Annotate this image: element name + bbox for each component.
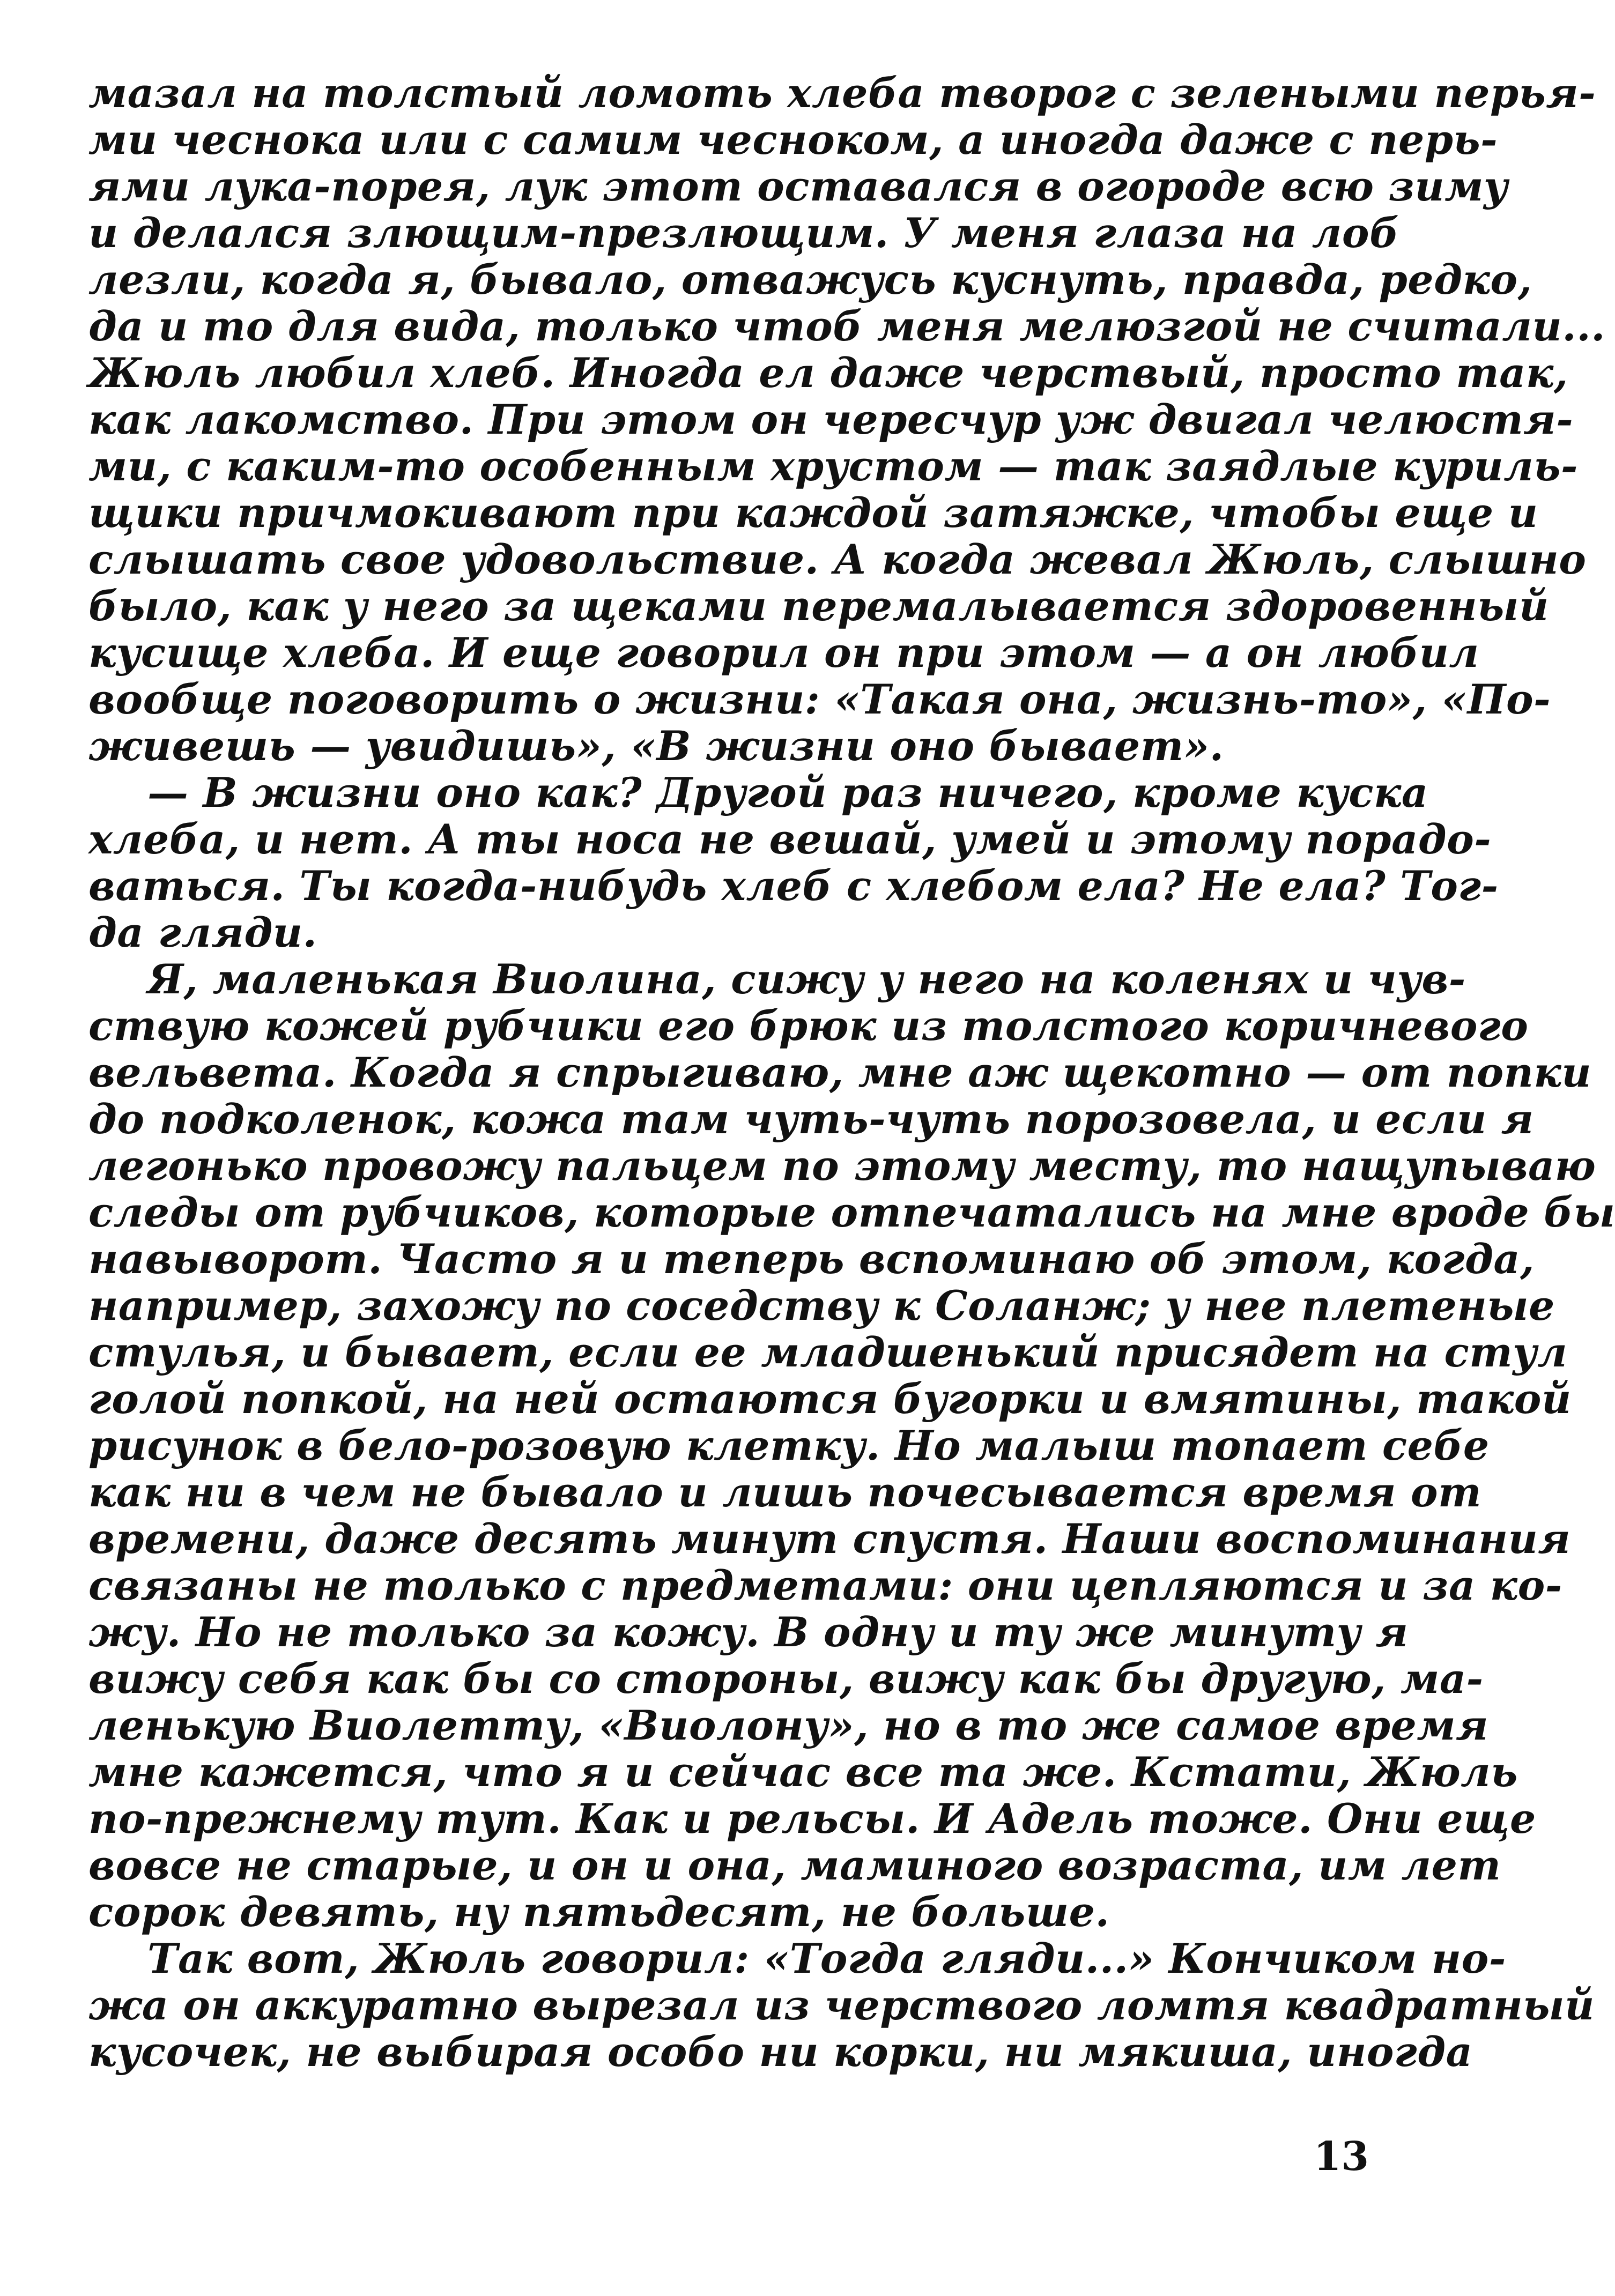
text-line: слышать свое удовольствие. А когда жевал Жюль, слышно	[88, 536, 1587, 583]
text-line: ями лука-порея, лук этот оставался в огороде всю зиму	[88, 162, 1508, 210]
text-line: хлеба, и нет. А ты носа не вешай, умей и этому порадо-	[88, 815, 1492, 863]
text-line: голой попкой, на ней остаются бугорки и вмятины, такой	[88, 1375, 1572, 1423]
text-line: вовсе не старые, и он и она, маминого возраста, им лет	[88, 1841, 1501, 1889]
text-line: как лакомство. При этом он чересчур уж двигал челюстя-	[88, 396, 1574, 443]
text-line: ствую кожей рубчики его брюк из толстого коричневого	[88, 1002, 1529, 1050]
text-line: да гляди.	[88, 909, 317, 956]
text-line: ми, с каким-то особенным хрустом — так заядлые куриль-	[88, 442, 1579, 490]
text-line: вельвета. Когда я спрыгиваю, мне аж щекотно — от попки	[88, 1049, 1592, 1096]
text-line: как ни в чем не бывало и лишь почесывается время от	[88, 1468, 1482, 1516]
text-line: было, как у него за щеками перемалывается здоровенный	[88, 582, 1549, 630]
text-line: — В жизни оно как? Другой раз ничего, кроме куска	[147, 769, 1428, 816]
text-line: ленькую Виолетту, «Виолону», но в то же самое время	[88, 1701, 1489, 1749]
text-line: ваться. Ты когда-нибудь хлеб с хлебом ела? Не ела? Тог-	[88, 862, 1499, 910]
text-line: вижу себя как бы со стороны, вижу как бы другую, ма-	[88, 1655, 1484, 1703]
text-line: Я, маленькая Виолина, сижу у него на коленях и чув-	[147, 955, 1466, 1003]
book-page	[88, 69, 1615, 2268]
text-line: Так вот, Жюль говорил: «Тогда гляди...» Кончиком но-	[147, 1935, 1506, 1982]
text-line: времени, даже десять минут спустя. Наши воспоминания	[88, 1515, 1571, 1563]
text-line: Жюль любил хлеб. Иногда ел даже черствый, просто так,	[88, 349, 1568, 397]
text-line: легонько провожу пальцем по этому месту, то нащупываю	[88, 1142, 1596, 1190]
text-line: щики причмокивают при каждой затяжке, чтобы еще и	[88, 489, 1538, 537]
text-line: до подколенок, кожа там чуть-чуть порозовела, и если я	[88, 1095, 1534, 1143]
text-line: кусище хлеба. И еще говорил он при этом — а он любил	[88, 629, 1479, 677]
text-line: вообще поговорить о жизни: «Такая она, жизнь-то», «По-	[88, 675, 1551, 723]
text-line: мазал на толстый ломоть хлеба творог с зелеными перья-	[88, 69, 1596, 117]
text-line: мне кажется, что я и сейчас все та же. Кстати, Жюль	[88, 1748, 1518, 1796]
text-line: стулья, и бывает, если ее младшенький присядет на стул	[88, 1328, 1568, 1376]
text-line: и делался злющим-презлющим. У меня глаза на лоб	[88, 209, 1399, 257]
text-line: по-прежнему тут. Как и рельсы. И Адель тоже. Они еще	[88, 1795, 1536, 1842]
text-line: рисунок в бело-розовую клетку. Но малыш топает себе	[88, 1422, 1490, 1469]
text-line: кусочек, не выбирая особо ни корки, ни мякиша, иногда	[88, 2028, 1473, 2076]
text-line: лезли, когда я, бывало, отважусь куснуть, правда, редко,	[88, 256, 1532, 303]
text-line: живешь — увидишь», «В жизни оно бывает».	[88, 722, 1224, 770]
text-line: например, захожу по соседству к Соланж; у нее плетеные	[88, 1282, 1555, 1329]
text-line: связаны не только с предметами: они цепляются и за ко-	[88, 1562, 1562, 1609]
page-number: 13	[1314, 2134, 1369, 2180]
text-line: следы от рубчиков, которые отпечатались на мне вроде бы	[88, 1188, 1615, 1236]
text-line: жу. Но не только за кожу. В одну и ту же минуту я	[88, 1608, 1409, 1656]
text-line: ми чеснока или с самим чесноком, а иногда даже с перь-	[88, 116, 1498, 164]
text-line: навыворот. Часто я и теперь вспоминаю об этом, когда,	[88, 1235, 1535, 1283]
text-line: жа он аккуратно вырезал из черствого ломтя квадратный	[88, 1981, 1595, 2029]
text-line: да и то для вида, только чтоб меня мелюзгой не считали...	[88, 302, 1606, 350]
text-line: сорок девять, ну пятьдесят, не больше.	[88, 1888, 1110, 1936]
